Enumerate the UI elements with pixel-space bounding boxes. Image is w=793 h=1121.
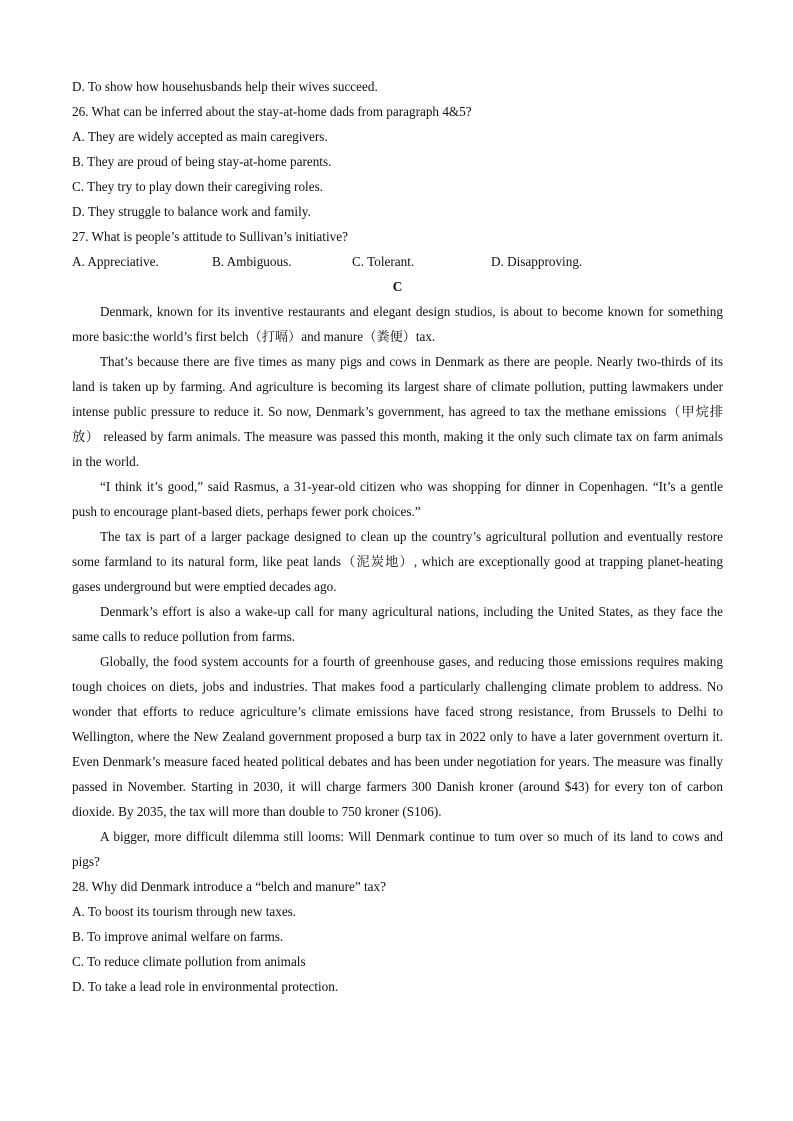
- passage-paragraph: Denmark’s effort is also a wake-up call for many agricultural nations, including the United States, as they face the same calls to reduce pollution from farms.: [72, 604, 723, 644]
- option-c: C. To reduce climate pollution from animals: [72, 954, 306, 969]
- option-d: D. To take a lead role in environmental protection.: [72, 979, 339, 994]
- question-27: [72, 224, 723, 274]
- option-d: D. Disapproving.: [491, 254, 583, 269]
- option-c: C. They try to play down their caregiving roles.: [72, 179, 323, 194]
- q25-option-d: D. To show how househusbands help their wives succeed.: [72, 79, 378, 94]
- passage-paragraph: The tax is part of a larger package designed to clean up the country’s agricultural pollution and eventually restore some farmland to its natural form, like peat lands（泥炭地）, which are exceptionally good at trapping planet-heating gases underground but were emptied decades ago.: [72, 529, 723, 594]
- passage-paragraph: That’s because there are five times as many pigs and cows in Denmark as there are people. Nearly two-thirds of its land is taken up by farming. And agriculture is becoming its largest share of climate pollution, putting lawmakers under intense public pressure to reduce it. So now, Denmark’s government, has agreed to tax the methane emissions（甲烷排放） released by farm animals. The measure was passed this month, making it the only such climate tax on farm animals in the world.: [72, 354, 723, 469]
- question-26: [72, 99, 723, 224]
- option-a: A. Appreciative.: [72, 254, 159, 269]
- passage-paragraph: “I think it’s good,” said Rasmus, a 31-year-old citizen who was shopping for dinner in Copenhagen. “It’s a gentle push to encourage plant-based diets, perhaps fewer pork choices.”: [72, 479, 723, 519]
- option-a: A. To boost its tourism through new taxes.: [72, 904, 297, 919]
- option-c: C. Tolerant.: [352, 254, 415, 269]
- option-b: B. They are proud of being stay-at-home parents.: [72, 154, 332, 169]
- passage-paragraph: A bigger, more difficult dilemma still looms: Will Denmark continue to tum over so much of its land to cows and pigs?: [72, 829, 723, 869]
- question-text: 27. What is people’s attitude to Sullivan’s initiative?: [72, 229, 348, 244]
- option-b: B. To improve animal welfare on farms.: [72, 929, 284, 944]
- section-heading: C: [392, 279, 403, 294]
- question-text: 28. Why did Denmark introduce a “belch and manure” tax?: [72, 879, 386, 894]
- reading-passage: [72, 299, 723, 874]
- question-28: [72, 874, 723, 999]
- passage-paragraph: Globally, the food system accounts for a fourth of greenhouse gases, and reducing those emissions requires making tough choices on diets, jobs and industries. That makes food a particularly challenging climate problem to address. No wonder that efforts to reduce agriculture’s climate emissions have faced strong resistance, from Brussels to Delhi to Wellington, where the New Zealand government proposed a burp tax in 2022 only to have a later government overturn it. Even Denmark’s measure faced heated political debates and has been under negotiation for years. The measure was finally passed in November. Starting in 2030, it will charge farmers 300 Danish kroner (around $43) for every ton of carbon dioxide. By 2035, the tax will more than double to 750 kroner (S106).: [72, 654, 723, 819]
- passage-paragraph: Denmark, known for its inventive restaurants and elegant design studios, is about to become known for something more basic:the world’s first belch（打嗝）and manure（粪便）tax.: [72, 304, 723, 344]
- exam-page: [72, 74, 723, 999]
- option-a: A. They are widely accepted as main caregivers.: [72, 129, 328, 144]
- options-row: [72, 249, 723, 274]
- option-d: D. They struggle to balance work and family.: [72, 204, 311, 219]
- question-text: 26. What can be inferred about the stay-at-home dads from paragraph 4&5?: [72, 104, 472, 119]
- option-b: B. Ambiguous.: [212, 254, 292, 269]
